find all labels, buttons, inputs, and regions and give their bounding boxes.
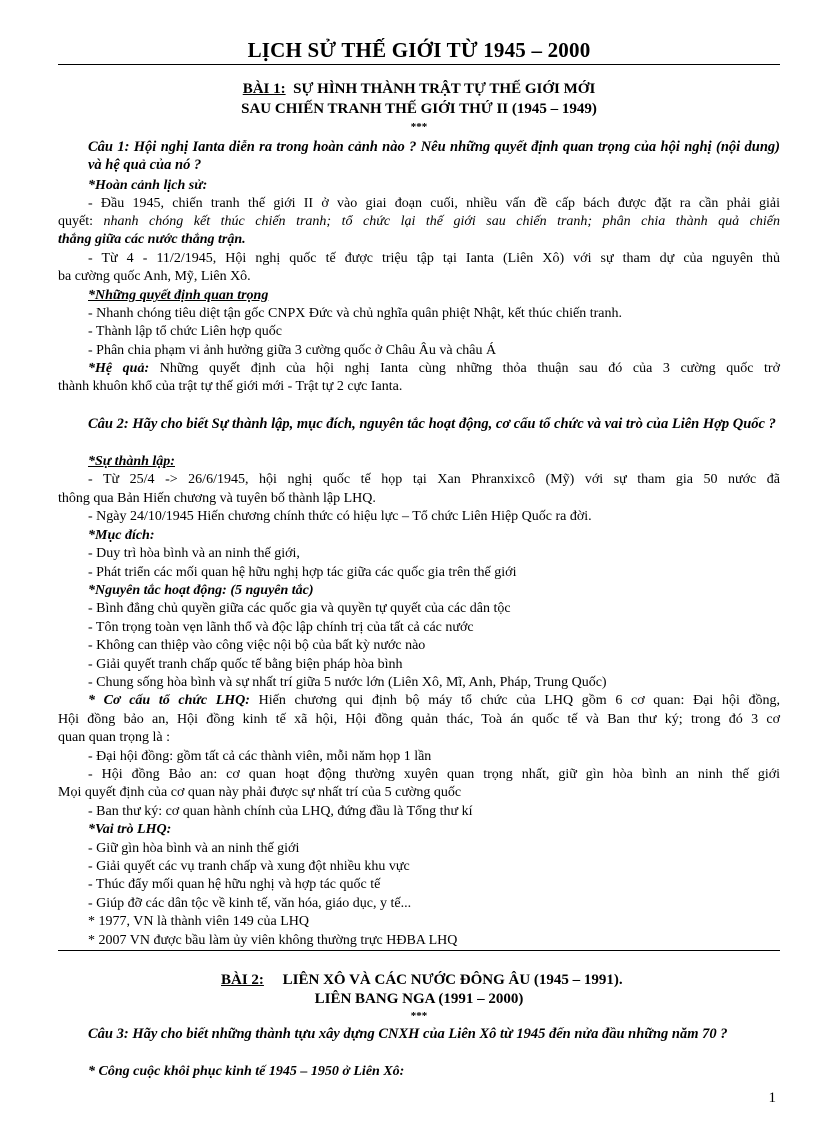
lesson1-stars: ***: [410, 121, 428, 133]
q1-context-p1a: - Đầu 1945, chiến tranh thế giới II ở vào giai đoạn cuối, nhiều vấn đề cấp bách được đặt ra cần phải giải: [88, 196, 780, 211]
question-3: Câu 3: Hãy cho biết những thành tựu xây dựng CNXH của Liên Xô từ 1945 đến nửa đầu những năm 70 ?: [88, 1026, 728, 1042]
page-number: 1: [768, 1090, 776, 1106]
lesson1-title-line2: SAU CHIẾN TRANH THẾ GIỚI THỨ II (1945 – 1949): [241, 101, 597, 117]
q1-context-p1c: thắng giữa các nước thắng trận.: [58, 232, 246, 247]
q2-structure-4: - Ban thư ký: cơ quan hành chính của LHQ, đứng đầu là Tổng thư kí: [88, 804, 473, 819]
q2-found-1b: thông qua Bản Hiến chương và tuyên bố thành lập LHQ.: [58, 491, 376, 506]
q2-role-5: * 1977, VN là thành viên 149 của LHQ: [88, 914, 309, 929]
q2-principle-1: - Bình đẳng chủ quyền giữa các quốc gia và quyền tự quyết của các dân tộc: [88, 601, 511, 616]
document-title: LỊCH SỬ THẾ GIỚI TỪ 1945 – 2000: [247, 38, 591, 62]
q2-structure-1c: quan quan trọng là :: [58, 730, 170, 745]
q2-found-2: - Ngày 24/10/1945 Hiến chương chính thức có hiệu lực – Tổ chức Liên Hiệp Quốc ra đời.: [88, 509, 592, 524]
lesson2-label: BÀI 2:: [221, 972, 264, 988]
lesson1-title-line1: SỰ HÌNH THÀNH TRẬT TỰ THẾ GIỚI MỚI: [293, 81, 596, 97]
q2-principle-3: - Không can thiệp vào công việc nội bộ của bất kỳ nước nào: [88, 638, 426, 653]
title-rule: [58, 64, 780, 65]
question-1: Câu 1: Hội nghị Ianta diễn ra trong hoàn cảnh nào ? Nêu những quyết định quan trọng của hội nghị (nội dung) và hệ quả của nó ?: [88, 139, 780, 173]
lesson2-heading: [221, 971, 623, 990]
section-rule: [58, 950, 780, 951]
q1-context-heading: *Hoàn cảnh lịch sử:: [88, 178, 208, 193]
q1-decision-3: - Phân chia phạm vi ảnh hưởng giữa 3 cường quốc ở Châu Âu và châu Á: [88, 343, 497, 358]
q2-principles-heading: *Nguyên tắc hoạt động: (5 nguyên tắc): [88, 583, 314, 598]
q2-principle-2: - Tôn trọng toàn vẹn lãnh thổ và độc lập chính trị của tất cả các nước: [88, 620, 474, 635]
q1-context-p1b-prefix: quyết:: [58, 214, 93, 229]
q2-found-1a: - Từ 25/4 -> 26/6/1945, hội nghị quốc tế họp tại Xan Phranxixcô (Mỹ) với sự tham gia 50 nước đã: [88, 472, 780, 487]
q2-structure-text: Hiến chương qui định bộ máy tổ chức của LHQ gồm 6 cơ quan: Đại hội đồng,: [258, 693, 781, 708]
q1-context-p2b: ba cường quốc Anh, Mỹ, Liên Xô.: [58, 269, 251, 284]
q2-role-4: - Giúp đỡ các dân tộc về kinh tế, văn hóa, giáo dục, y tế...: [88, 896, 412, 911]
q1-result-p2: thành khuôn khổ của trật tự thế giới mới - Trật tự 2 cực Ianta.: [58, 379, 403, 394]
q2-role-heading: *Vai trò LHQ:: [88, 822, 172, 837]
q1-decisions-heading: *Những quyết định quan trọng: [88, 288, 269, 303]
q1-result-text: Những quyết định của hội nghị Ianta cùng những thỏa thuận sau đó của 3 cường quốc trở: [159, 361, 780, 376]
q3-recovery-heading: * Công cuộc khôi phục kinh tế 1945 – 1950 ở Liên Xô:: [88, 1064, 405, 1079]
q2-structure-1b: Hội đồng bảo an, Hội đồng kinh tế xã hội, Hội đồng quản thác, Toà án quốc tế và Ban thư ký; trong đó 3 cơ: [58, 712, 780, 727]
q2-role-6: * 2007 VN được bầu làm ủy viên không thường trực HĐBA LHQ: [88, 933, 458, 948]
q2-role-1: - Giữ gìn hòa bình và an ninh thế giới: [88, 841, 300, 856]
q2-purpose-1: - Duy trì hòa bình và an ninh thế giới,: [88, 546, 300, 561]
q1-result-heading: *Hệ quả:: [88, 361, 150, 376]
q2-structure-heading: * Cơ cấu tổ chức LHQ:: [88, 693, 250, 708]
q2-purpose-2: - Phát triển các mối quan hệ hữu nghị hợp tác giữa các quốc gia trên thế giới: [88, 565, 517, 580]
question-2: Câu 2: Hãy cho biết Sự thành lập, mục đích, nguyên tắc hoạt động, cơ cấu tổ chức và vai trò của Liên Hợp Quốc ?: [88, 416, 776, 432]
q1-decision-2: - Thành lập tổ chức Liên hợp quốc: [88, 324, 282, 339]
lesson1-label: BÀI 1:: [242, 81, 286, 97]
q1-context-p1b: [58, 213, 780, 231]
q2-purpose-heading: *Mục đích:: [88, 528, 155, 543]
q2-role-2: - Giải quyết các vụ tranh chấp và xung đột nhiều khu vực: [88, 859, 410, 874]
lesson1-heading: [58, 80, 780, 99]
q1-context-p1b-italic: nhanh chóng kết thúc chiến tranh; tổ chức lại thế giới sau chiến tranh; phân chia thành quả chiến: [103, 214, 781, 229]
q1-context-p2a: - Từ 4 - 11/2/1945, Hội nghị quốc tế được triệu tập tại Ianta (Liên Xô) với sự tham dự của nguyên thủ: [88, 251, 780, 266]
q2-role-3: - Thúc đẩy mối quan hệ hữu nghị và hợp tác quốc tế: [88, 877, 381, 892]
lesson2-stars: ***: [410, 1010, 428, 1022]
q2-structure-3b: Mọi quyết định của cơ quan này phải được sự nhất trí của 5 cường quốc: [58, 785, 462, 800]
q2-structure-1a: [58, 692, 780, 710]
q2-found-heading: *Sự thành lập:: [88, 454, 175, 469]
q2-structure-3a: - Hội đồng Bảo an: cơ quan hoạt động thường xuyên quan trọng nhất, giữ gìn hòa bình an ninh thế giới: [88, 767, 780, 782]
lesson2-title-line1: LIÊN XÔ VÀ CÁC NƯỚC ĐÔNG ÂU (1945 – 1991).: [282, 972, 623, 988]
q2-principle-4: - Giải quyết tranh chấp quốc tế bằng biện pháp hòa bình: [88, 657, 403, 672]
q1-decision-1: - Nhanh chóng tiêu diệt tận gốc CNPX Đức và chủ nghĩa quân phiệt Nhật, kết thúc chiến tranh.: [88, 306, 623, 321]
lesson2-title-line2: LIÊN BANG NGA (1991 – 2000): [314, 991, 524, 1007]
q2-principle-5: - Chung sống hòa bình và sự nhất trí giữa 5 nước lớn (Liên Xô, Mĩ, Anh, Pháp, Trung Quốc): [88, 675, 607, 690]
q1-result-p1: [58, 360, 780, 378]
q2-structure-2: - Đại hội đồng: gồm tất cả các thành viên, mỗi năm họp 1 lần: [88, 749, 432, 764]
